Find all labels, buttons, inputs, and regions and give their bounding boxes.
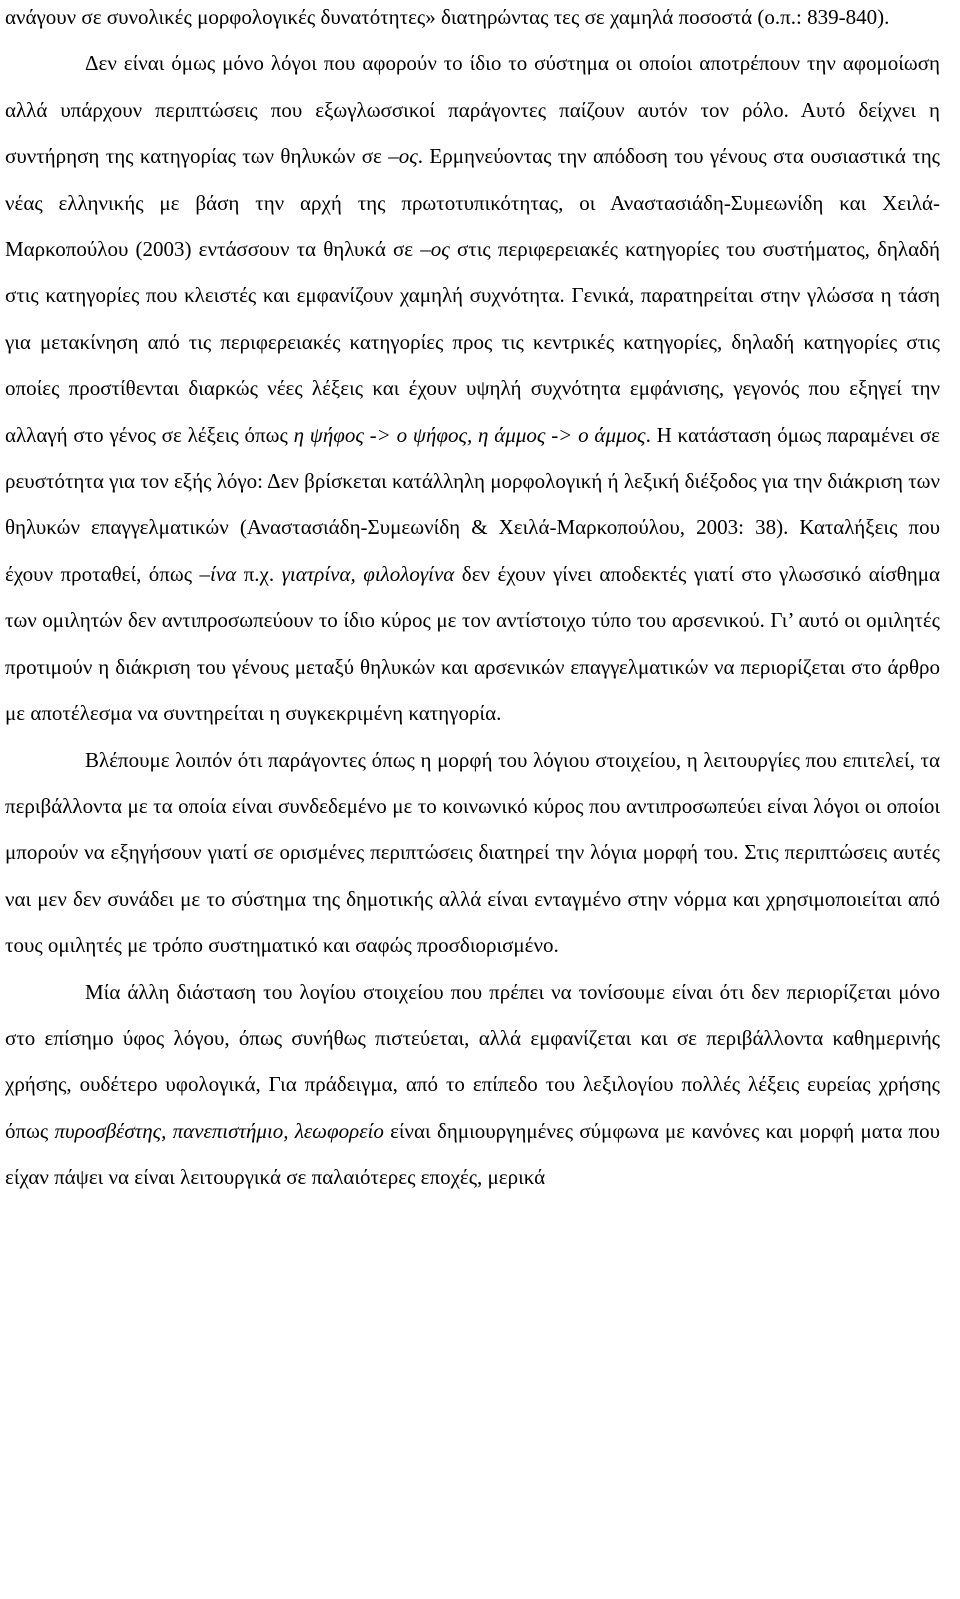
text-segment: Δεν είναι όμως μόνο λόγοι που αφορούν το ίδιο το σύστημα οι οποίοι αποτρέπουν την αφομοίωση αλλά υπάρχουν περιπτώσεις που εξωγλωσσικοί παράγοντες παίζουν αυτόν τον ρόλο. Αυτό δείχνει η συντήρηση της κατηγορίας των θηλυκών σε bbox=[5, 51, 940, 169]
text-segment: Βλέπουμε λοιπόν ότι παράγοντες όπως η μορφή του λόγιου στοιχείου, η λειτουργίες που επιτελεί, τα περιβάλλοντα με τα οποία είναι συνδεδεμένο με το κοινωνικό κύρος που αντιπροσωπεύει είναι λόγοι οι οποίοι μπορούν να εξηγήσουν γιατί σε ορισμένες περιπτώσεις διατηρεί την λόγια μορφή του. Στις περιπτώσεις αυτές ναι μεν δεν συνάδει με το σύστημα της δημοτικής αλλά είναι ενταγμένο στην νόρμα και χρησιμοποιείται από τους ομιλητές με τρόπο συστηματικό και σαφώς προσδιορισμένο. bbox=[5, 747, 940, 958]
italic-suffix: –ος bbox=[388, 144, 418, 169]
paragraph-3 bbox=[5, 737, 940, 969]
italic-suffix: –ίνα bbox=[199, 561, 237, 586]
text-segment: π.χ. bbox=[236, 561, 282, 586]
text-segment: Μία άλλη διάσταση του λογίου στοιχείου που πρέπει να τονίσουμε είναι ότι δεν περιορίζεται μόνο στο επίσημο ύφος λόγου, όπως συνήθως πιστεύεται, αλλά εμφανίζεται και σε περιβάλλοντα καθημερινής χρήσης, ουδέτερο υφολογικά, Για πράδειγμα, από το επίπεδο του λεξιλογίου πολλές λέξεις ευρείας χρήσης όπως bbox=[5, 979, 940, 1143]
italic-example-words: γιατρίνα, φιλολογίνα bbox=[281, 561, 455, 586]
paragraph-1 bbox=[5, 0, 940, 40]
italic-example-words: η ψήφος -> ο ψήφος, η άμμος -> ο άμμος bbox=[293, 422, 646, 447]
italic-example-words: πυροσβέστης, πανεπιστήμιο, λεωφορείο bbox=[54, 1118, 384, 1143]
text-segment: . Ερμηνεύοντας την απόδοση του γένους στα ουσιαστικά της νέας ελληνικής με βάση την αρχή της πρωτοτυπικότητας, οι Αναστασιάδη-Συμεωνίδη και Χειλά-Μαρκοπούλου (2003) εντάσσουν τα θηλυκά σε bbox=[5, 144, 940, 262]
paragraph-4 bbox=[5, 969, 940, 1201]
italic-suffix: –ος bbox=[420, 237, 450, 262]
text-segment: ανάγουν σε συνολικές μορφολογικές δυνατότητες» διατηρώντας τες σε χαμηλά ποσοστά (ο.π.: 839-840). bbox=[5, 5, 890, 29]
paragraph-2 bbox=[5, 40, 940, 736]
text-segment: . Η κατάσταση όμως παραμένει σε ρευστότητα για τον εξής λόγο: Δεν βρίσκεται κατάλληλη μορφολογική ή λεξική διέξοδος για την διάκριση των θηλυκών επαγγελματικών (Αναστασιάδη-Συμεωνίδη & Χειλά-Μαρκοπούλου, 2003: 38). Καταλήξεις που έχουν προταθεί, όπως bbox=[5, 422, 940, 586]
text-segment: δεν έχουν γίνει αποδεκτές γιατί στο γλωσσικό αίσθημα των ομιλητών δεν αντιπροσωπεύουν το ίδιο κύρος με τον αντίστοιχο τύπο του αρσενικού. Γι’ αυτό οι ομιλητές προτιμούν η διάκριση του γένους μεταξύ θηλυκών και αρσενικών επαγγελματικών να περιορίζεται στο άρθρο με αποτέλεσμα να συντηρείται η συγκεκριμένη κατηγορία. bbox=[5, 561, 940, 726]
text-segment: είναι δημιουργημένες σύμφωνα με κανόνες και μορφή ματα που είχαν πάψει να είναι λειτουργικά σε παλαιότερες εποχές, μερικά bbox=[5, 1118, 940, 1190]
text-segment: στις περιφερειακές κατηγορίες του συστήματος, δηλαδή στις κατηγορίες που κλειστές και εμφανίζουν χαμηλή συχνότητα. Γενικά, παρατηρείται στην γλώσσα η τάση για μετακίνηση από τις περιφερειακές κατηγορίες προς τις κεντρικές κατηγορίες, δηλαδή κατηγορίες στις οποίες προστίθενται διαρκώς νέες λέξεις και έχουν υψηλή συχνότητα εμφάνισης, γεγονός που εξηγεί την αλλαγή στο γένος σε λέξεις όπως bbox=[5, 237, 940, 447]
